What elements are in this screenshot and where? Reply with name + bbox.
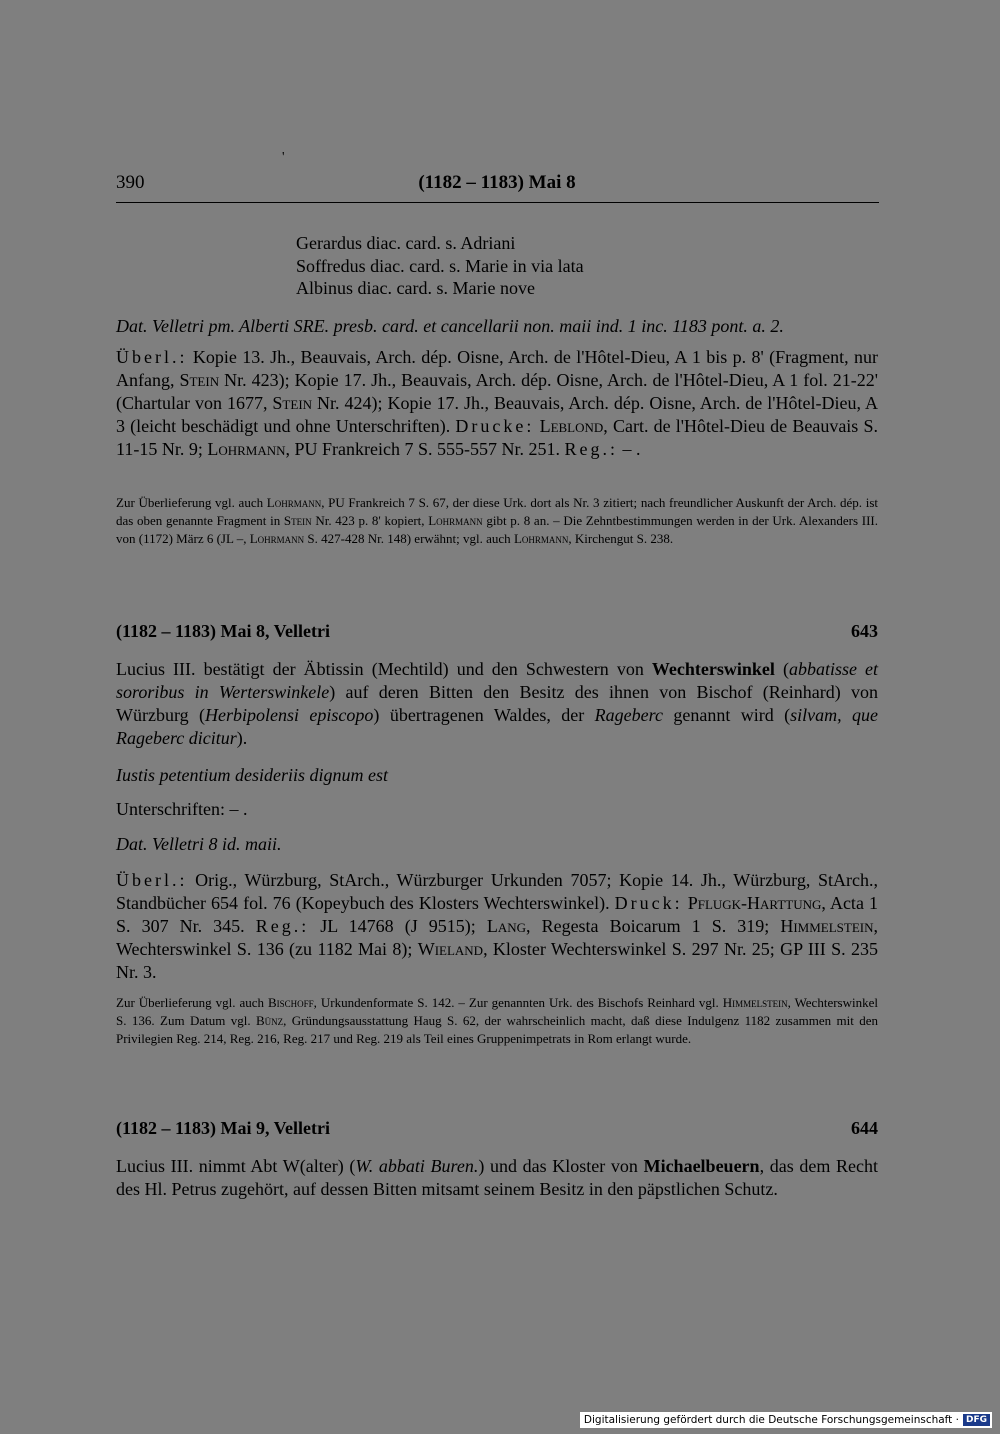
- entry-643-unterschriften: [116, 798, 878, 821]
- unterschriften-line: Unterschriften: – .: [116, 799, 248, 819]
- entry-643-ueberlieferung: [116, 869, 878, 984]
- footer-text: Digitalisierung gefördert durch die Deutsche Forschungsgemeinschaft ·: [583, 1414, 959, 1426]
- entry-number: 643: [851, 621, 878, 641]
- summary-paragraph: Lucius III. bestätigt der Äbtissin (Mechtild) und den Schwestern von Wechterswinkel (abbatisse et sororibus in Werterswinkele) auf deren Bitten den Besitz des ihnen von Bischof (Reinhard) von Würzburg (Herbipolensi episcopo) übertragenen Waldes, der Rageberc genannt wird (silvam, que Rageberc dicitur).: [116, 659, 879, 748]
- entry-date-place: (1182 – 1183) Mai 9, Velletri: [116, 1118, 330, 1138]
- funding-footer: [580, 1412, 992, 1428]
- ueberlieferung-paragraph: Überl.: Kopie 13. Jh., Beauvais, Arch. dép. Oisne, Arch. de l'Hôtel-Dieu, A 1 bis p. 8' (Fragment, nur Anfang, Stein Nr. 423); Kopie 17. Jh., Beauvais, Arch. dép. Oisne, Arch. de l'Hôtel-Dieu, A 1 fol. 21-22' (Chartular von 1677, Stein Nr. 424); Kopie 17. Jh., Beauvais, Arch. dép. Oisne, Arch. de l'Hôtel-Dieu, A 3 (leicht beschädigt und ohne Unterschriften). Drucke: Leblond, Cart. de l'Hôtel-Dieu de Beauvais S. 11-15 Nr. 9; Lohrmann, PU Frankreich 7 S. 555-557 Nr. 251. Reg.: – .: [116, 347, 878, 459]
- ueberlieferung-paragraph: Überl.: Orig., Würzburg, StArch., Würzburger Urkunden 7057; Kopie 14. Jh., Würzburg, StArch., Standbücher 654 fol. 76 (Kopeybuch des Klosters Wechterswinkel). Druck: Pflugk-Harttung, Acta 1 S. 307 Nr. 345. Reg.: JL 14768 (J 9515); Lang, Regesta Boicarum 1 S. 319; Himmelstein, Wechterswinkel S. 136 (zu 1182 Mai 8); Wieland, Kloster Wechterswinkel S. 297 Nr. 25; GP III S. 235 Nr. 3.: [116, 870, 878, 982]
- entry-643-summary: [116, 658, 878, 750]
- dating-line: Dat. Velletri pm. Alberti SRE. presb. card. et cancellarii non. maii ind. 1 inc. 1183 pont. a. 2.: [116, 316, 784, 336]
- signature-line: Gerardus diac. card. s. Adriani: [296, 233, 516, 253]
- stray-mark: ': [282, 150, 285, 165]
- entry-number: 644: [851, 1118, 878, 1138]
- dating-line: Dat. Velletri 8 id. maii.: [116, 834, 282, 854]
- top-note: [116, 494, 878, 548]
- note-paragraph: Zur Überlieferung vgl. auch Lohrmann, PU Frankreich 7 S. 67, der diese Urk. dort als Nr. 3 zitiert; nach freundlicher Auskunft der Arch. dép. ist das oben genannte Fragment in Stein Nr. 423 p. 8' kopiert, Lohrmann gibt p. 8 an. – Die Zehntbestimmungen werden in der Urk. Alexanders III. von (1172) März 6 (JL –, Lohrmann S. 427-428 Nr. 148) erwähnt; vgl. auch Lohrmann, Kirchengut S. 238.: [116, 495, 878, 546]
- top-ueberlieferung: [116, 346, 878, 461]
- header-title: (1182 – 1183) Mai 8: [418, 172, 576, 193]
- signature-line: Albinus diac. card. s. Marie nove: [296, 278, 535, 298]
- entry-644-summary: [116, 1155, 878, 1201]
- entry-643-incipit: [116, 764, 878, 787]
- signature-list: [296, 232, 584, 300]
- top-dating: [116, 315, 878, 338]
- header-rule: [116, 202, 879, 203]
- running-header: [116, 166, 878, 196]
- entry-date-place: (1182 – 1183) Mai 8, Velletri: [116, 621, 330, 641]
- incipit-line: Iustis petentium desideriis dignum est: [116, 765, 388, 785]
- note-paragraph: Zur Überlieferung vgl. auch Bischoff, Urkundenformate S. 142. – Zur genannten Urk. des Bischofs Reinhard vgl. Himmelstein, Wechterswinkel S. 136. Zum Datum vgl. Bünz, Gründungsausstattung Haug S. 62, der wahrscheinlich macht, daß diese Indulgenz 1182 zusammen mit den Privilegien Reg. 214, Reg. 216, Reg. 217 und Reg. 219 als Teil eines Gruppenimpetrats in Rom erlangt wurde.: [116, 995, 879, 1046]
- entry-643-dating: [116, 833, 878, 856]
- entry-643-heading: [116, 621, 878, 645]
- page-number: 390: [116, 172, 145, 193]
- summary-paragraph: Lucius III. nimmt Abt W(alter) (W. abbati Buren.) und das Kloster von Michaelbeuern, das dem Recht des Hl. Petrus zugehört, auf dessen Bitten mitsamt seinem Besitz in den päpstlichen Schutz.: [116, 1156, 878, 1199]
- entry-643-note: [116, 994, 878, 1048]
- signature-line: Soffredus diac. card. s. Marie in via lata: [296, 255, 584, 276]
- dfg-logo: DFG: [963, 1414, 990, 1426]
- entry-644-heading: [116, 1118, 878, 1142]
